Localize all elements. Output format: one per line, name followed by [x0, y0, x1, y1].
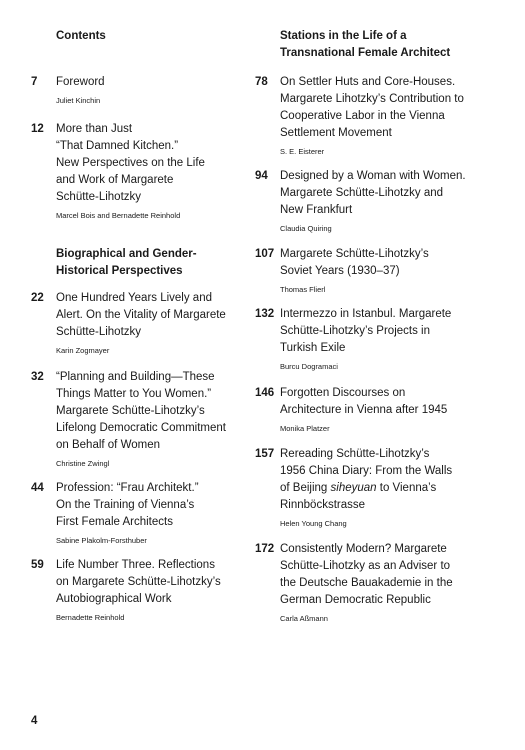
entry-title: One Hundred Years Lively and Alert. On the Vitality of Margarete Schütte-Lihotzky: [56, 292, 226, 338]
entry-author: Claudia Quiring: [280, 224, 332, 233]
page-number: 12: [31, 123, 44, 135]
entry-author: Carla Aßmann: [280, 614, 328, 623]
entry-author: Helen Young Chang: [280, 519, 347, 528]
page-number: 94: [255, 170, 268, 182]
entry-title: Consistently Modern? Margarete Schütte-Lihotzky as an Adviser to the Deutsche Bauakademie in the German Democratic Republic: [280, 543, 453, 606]
entry-title: Life Number Three. Reflections on Margarete Schütte-Lihotzky’s Autobiographical Work: [56, 559, 221, 605]
entry-title: Profession: “Frau Architekt.” On the Training of Vienna’s First Female Architects: [56, 482, 199, 528]
entry-title: Rereading Schütte-Lihotzky’s 1956 China Diary: From the Walls of Beijing siheyuan to Vienna’s Rinnböckstrasse: [280, 448, 453, 511]
entry-author: Christine Zwingl: [56, 459, 110, 468]
page-number: 44: [31, 482, 44, 494]
entry-title: More than Just “That Damned Kitchen.” New Perspectives on the Life and Work of Margarete Schütte-Lihotzky: [56, 123, 205, 203]
page-number: 146: [255, 387, 275, 399]
entry-author: Monika Platzer: [280, 424, 330, 433]
entry-title: On Settler Huts and Core-Houses. Margarete Lihotzky’s Contribution to Cooperative Labor in the Vienna Settlement Movement: [280, 76, 464, 139]
page-number: 59: [31, 559, 44, 571]
page-number: 32: [31, 371, 44, 383]
page-number: 172: [255, 543, 275, 555]
entry-title: Foreword: [56, 76, 105, 88]
page-number: 22: [31, 292, 44, 304]
entry-title: Intermezzo in Istanbul. Margarete Schütte-Lihotzky’s Projects in Turkish Exile: [280, 308, 452, 354]
entry-author: Karin Zogmayer: [56, 346, 110, 355]
page-number: 157: [255, 448, 275, 460]
entry-author: Sabine Plakolm-Forsthuber: [56, 536, 147, 545]
entry-author: Marcel Bois and Bernadette Reinhold: [56, 211, 181, 220]
entry-title: Margarete Schütte-Lihotzky’s Soviet Years (1930–37): [280, 248, 429, 277]
page-number: 107: [255, 248, 275, 260]
contents-heading: Contents: [56, 30, 106, 42]
entry-author: Thomas Flierl: [280, 285, 326, 294]
folio-page-number: 4: [31, 715, 38, 727]
section-heading: Biographical and Gender- Historical Perspectives: [56, 248, 197, 277]
entry-author: Burcu Dogramaci: [280, 362, 338, 371]
section-heading: Stations in the Life of a Transnational Female Architect: [280, 30, 451, 59]
entry-title: “Planning and Building—These Things Matter to You Women.” Margarete Schütte-Lihotzky’s Lifelong Democratic Commitment on Behalf of Women: [56, 371, 227, 451]
entry-title: Designed by a Woman with Women. Margarete Schütte-Lihotzky and New Frankfurt: [280, 170, 466, 216]
entry-author: Bernadette Reinhold: [56, 613, 125, 622]
entry-author: Juliet Kinchin: [56, 96, 101, 105]
page-number: 132: [255, 308, 275, 320]
page-number: 7: [31, 76, 38, 88]
entry-author: S. E. Eisterer: [280, 147, 325, 156]
entry-title: Forgotten Discourses on Architecture in Vienna after 1945: [280, 387, 448, 416]
page-number: 78: [255, 76, 268, 88]
